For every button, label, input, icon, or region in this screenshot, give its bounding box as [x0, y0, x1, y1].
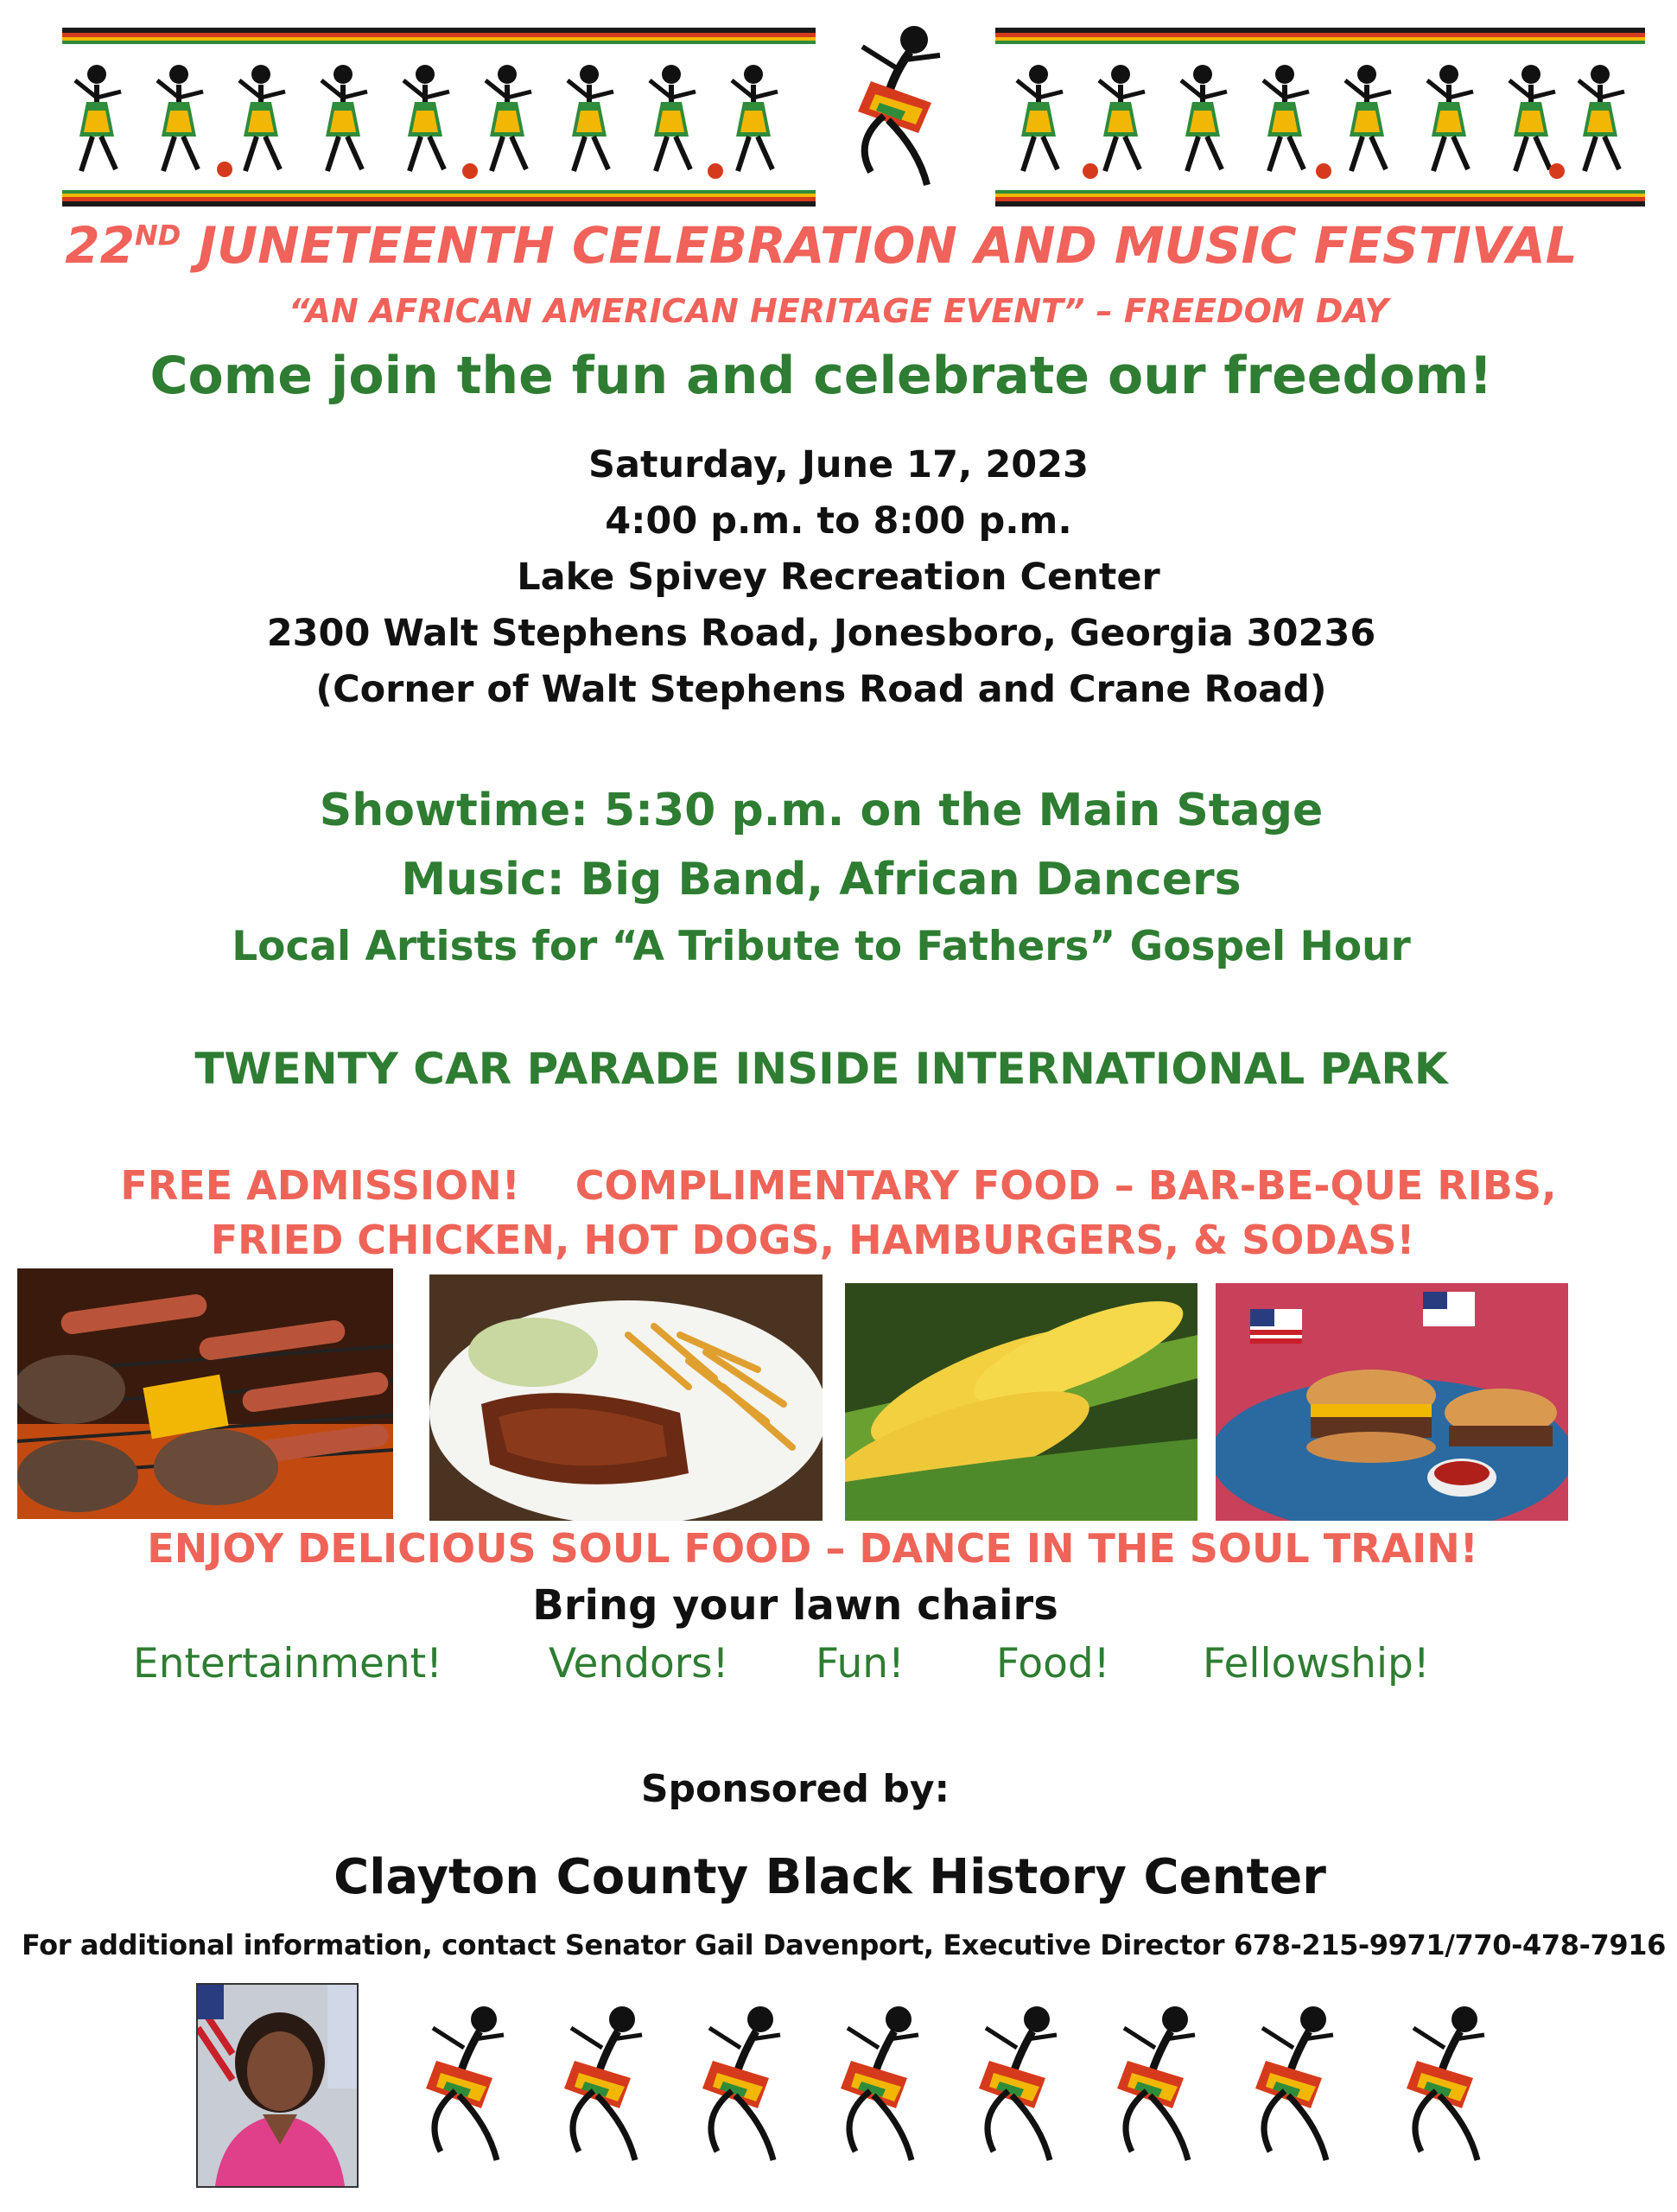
highlight-fellowship: Fellowship! — [1203, 1640, 1430, 1688]
title-suffix: ND — [134, 219, 181, 252]
event-subtitle: “AN AFRICAN AMERICAN HERITAGE EVENT” – FREEDOM DAY — [288, 292, 1389, 330]
dancers-row-left-art — [62, 50, 816, 188]
event-time: 4:00 p.m. to 8:00 p.m. — [605, 499, 1072, 543]
event-venue: Lake Spivey Recreation Center — [517, 556, 1160, 599]
grill-photo — [17, 1268, 393, 1519]
director-portrait-photo — [196, 1983, 359, 2188]
contact-info: For additional information, contact Senator Gail Davenport, Executive Director 678-215-9971/770-478-7916 — [22, 1929, 1666, 1961]
right-dancers-banner — [995, 28, 1645, 207]
title-number: 22 — [65, 216, 135, 275]
ribs-plate-photo — [429, 1274, 823, 1521]
footer-dancers-row-art — [402, 2000, 1525, 2173]
event-tagline: Come join the fun and celebrate our freedom! — [149, 346, 1493, 406]
enjoy-line: ENJOY DELICIOUS SOUL FOOD – DANCE IN THE SOUL TRAIN! — [147, 1525, 1478, 1572]
leaping-dancer-center-art — [836, 21, 949, 194]
highlight-entertainment: Entertainment! — [133, 1640, 442, 1688]
event-title — [0, 216, 1660, 275]
event-address: 2300 Walt Stephens Road, Jonesboro, Georgia 30236 — [266, 612, 1376, 655]
food-line-2: FRIED CHICKEN, HOT DOGS, HAMBURGERS, & SODAS! — [210, 1217, 1415, 1263]
burgers-photo — [1216, 1283, 1568, 1521]
lawn-chairs-line: Bring your lawn chairs — [532, 1581, 1058, 1630]
left-dancers-banner — [62, 28, 816, 207]
gospel-line: Local Artists for “A Tribute to Fathers” Gospel Hour — [232, 923, 1411, 970]
highlight-vendors: Vendors! — [549, 1640, 729, 1688]
sponsor-name: Clayton County Black History Center — [333, 1849, 1326, 1905]
corn-photo — [845, 1283, 1197, 1521]
parade-line: TWENTY CAR PARADE INSIDE INTERNATIONAL PARK — [194, 1044, 1448, 1094]
title-text: JUNETEENTH CELEBRATION AND MUSIC FESTIVAL — [181, 216, 1578, 275]
showtime-line: Showtime: 5:30 p.m. on the Main Stage — [319, 785, 1324, 836]
dancers-row-right-art — [995, 50, 1645, 188]
event-corner: (Corner of Walt Stephens Road and Crane Road) — [315, 668, 1327, 711]
highlight-food: Food! — [996, 1640, 1110, 1688]
event-date: Saturday, June 17, 2023 — [588, 443, 1089, 486]
sponsored-by-label: Sponsored by: — [640, 1767, 950, 1811]
food-line-1: FREE ADMISSION! COMPLIMENTARY FOOD – BAR-BE-QUE RIBS, — [120, 1162, 1557, 1209]
music-line: Music: Big Band, African Dancers — [401, 854, 1242, 906]
highlight-fun: Fun! — [816, 1640, 905, 1688]
